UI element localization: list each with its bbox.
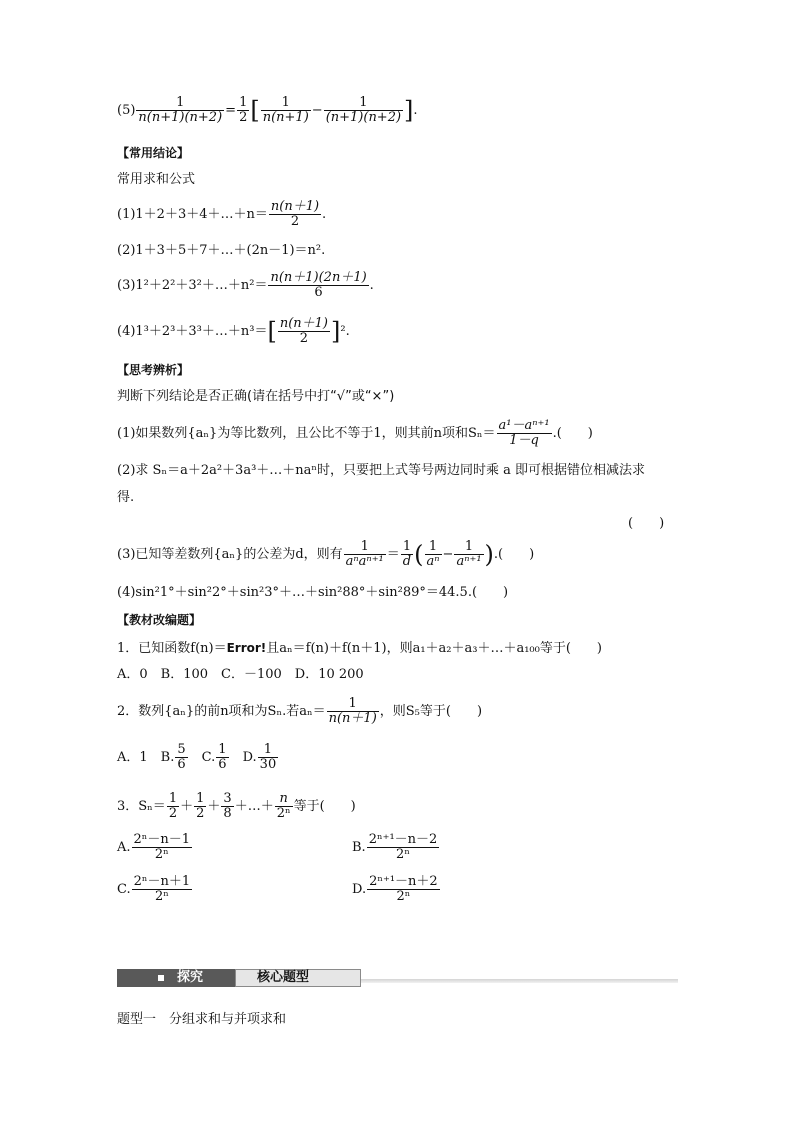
problem-2: 2．数列{aₙ}的前n项和为Sₙ.若aₙ＝ $\frac{1}{n(n+1)}$ ，则S₅等于( ) [117, 696, 483, 726]
judgment-item-3: (3)已知等差数列{aₙ}的公差为d，则有 $\frac{1}{\text{aⁿaⁿ⁺¹}}$ ＝ $\frac{1}{d}$ ( $\frac{1}{\text{aⁿ}}$ − $\frac{1}{\text{aⁿ⁺¹}}$ ).( ) [117, 539, 535, 569]
fraction: $\frac{1}{(n+1)(n+2)}$ [325, 95, 402, 125]
fraction: $\frac{1}{2}$ [239, 95, 248, 125]
judgment-item-2-cont: 得. [117, 490, 135, 505]
thinking-heading: 【思考辨析】 [117, 363, 190, 377]
type-1-title: 题型一 分组求和与并项求和 [117, 1012, 287, 1027]
common-sum-formulas-subheading: 常用求和公式 [117, 172, 196, 187]
common-conclusion-heading: 【常用结论】 [117, 146, 190, 160]
problem-3-option-a: A. $\frac{\text{2ⁿ－n－1}}{\text{2ⁿ}}$ [117, 832, 191, 862]
formula-5: (5) $\frac{1}{n(n+1)(n+2)}$ = $\frac{1}{2}$ [ $\frac{1}{n(n+1)}$ − $\frac{1}{(n+1)(n+2)}$ ]. [117, 95, 418, 125]
problem-1: 1．已知函数f(n)＝Error!且aₙ＝f(n)＋f(n＋1)，则a₁＋a₂＋a₃＋…＋a₁₀₀等于( ) [117, 641, 602, 656]
judgment-item-2: (2)求 Sₙ＝a＋2a²＋3a³＋…＋naⁿ时，只要把上式等号两边同时乘 a 即可根据错位相减法求 [117, 463, 646, 478]
banner-explore-label: 探究 [177, 970, 204, 985]
problem-3-option-d: D. $\frac{\text{2ⁿ⁺¹－n＋2}}{\text{2ⁿ}}$ [352, 874, 438, 904]
textbook-heading: 【教材改编题】 [117, 613, 202, 627]
fraction: $\frac{1}{n(n+1)}$ [262, 95, 309, 125]
problem-1-options: A．0 B．100 C．－100 D．10 200 [117, 667, 364, 682]
banner-rule [361, 979, 678, 983]
banner-core-types-label: 核心题型 [257, 970, 310, 985]
banner-dark-block [117, 969, 235, 987]
sum-formula-3: (3)1²＋2²＋3²＋…＋n²＝ $\frac{n(n+1)(2n+1)}{6}$ . [117, 270, 374, 300]
judgment-item-1: (1)如果数列{aₙ}为等比数列，且公比不等于1，则其前n项和Sₙ＝ $\frac{\text{a¹－aⁿ⁺¹}}{1-q}$ .( ) [117, 418, 593, 448]
problem-3-option-b: B. $\frac{\text{2ⁿ⁺¹－n－2}}{\text{2ⁿ}}$ [352, 832, 438, 862]
judgment-item-4: (4)sin²1°＋sin²2°＋sin²3°＋…＋sin²88°＋sin²89°＝44.5.( ) [117, 585, 509, 600]
fraction: $\frac{1}{n(n+1)(n+2)}$ [138, 95, 223, 125]
thinking-instruction: 判断下列结论是否正确(请在括号中打“√”或“×”) [117, 389, 395, 404]
problem-3: 3．Sₙ＝ $\frac{1}{2}$ ＋ $\frac{1}{2}$ ＋ $\frac{3}{8}$ ＋…＋ $\frac{n}{\text{2ⁿ}}$ 等于( ) [117, 791, 356, 821]
problem-3-option-c: C. $\frac{\text{2ⁿ－n＋1}}{\text{2ⁿ}}$ [117, 874, 191, 904]
section-banner [117, 966, 678, 990]
sum-formula-4: (4)1³＋2³＋3³＋…＋n³＝[ $\frac{n(n+1)}{2}$ ]². [117, 316, 350, 346]
sum-formula-1: (1)1＋2＋3＋4＋…＋n＝ $\frac{n(n+1)}{2}$ . [117, 199, 327, 229]
square-bullet-icon [158, 975, 164, 981]
problem-2-options: A．1 B. $\frac{5}{6}$ C. $\frac{1}{6}$ D. $\frac{1}{30}$ [117, 742, 277, 772]
sum-formula-2: (2)1＋3＋5＋7＋…＋(2n－1)＝n². [117, 243, 326, 258]
judgment-item-2-paren: ( ) [628, 516, 665, 531]
